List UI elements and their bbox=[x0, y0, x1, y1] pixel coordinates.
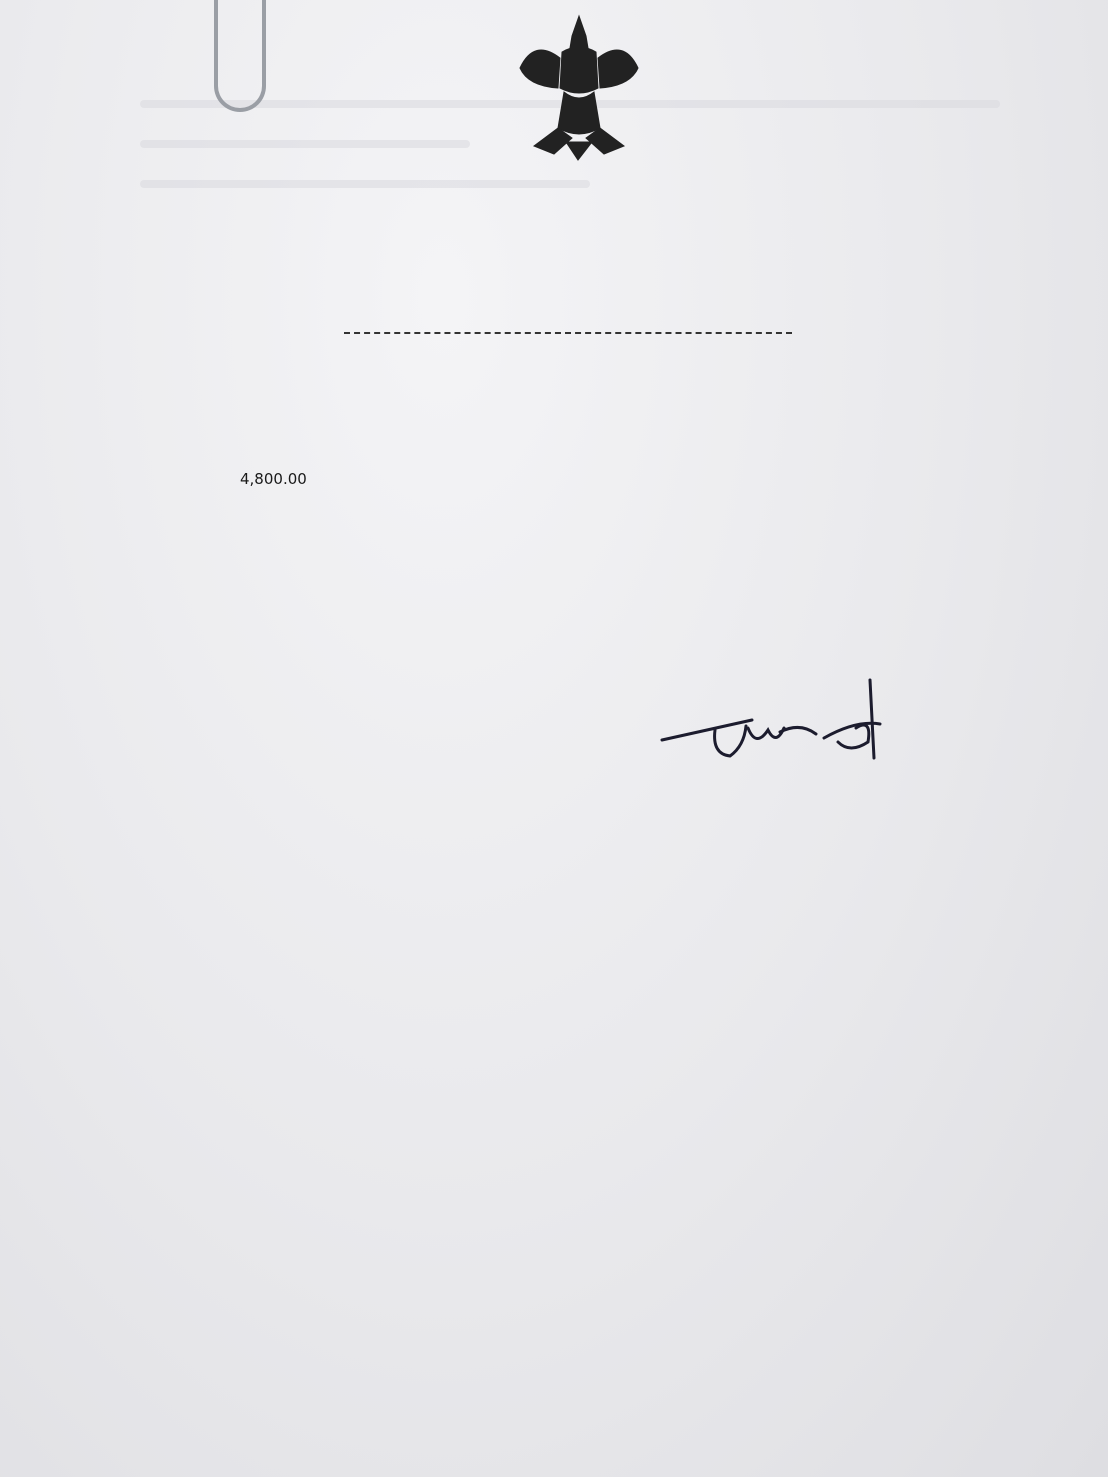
paper-clip-icon bbox=[214, 0, 266, 112]
garuda-emblem-icon bbox=[514, 8, 644, 168]
bleed-through-text bbox=[140, 140, 470, 148]
amount: 4,800.00 bbox=[240, 470, 307, 488]
bleed-through-text bbox=[140, 180, 590, 188]
dashed-divider bbox=[344, 332, 792, 334]
signature-icon bbox=[660, 676, 890, 786]
